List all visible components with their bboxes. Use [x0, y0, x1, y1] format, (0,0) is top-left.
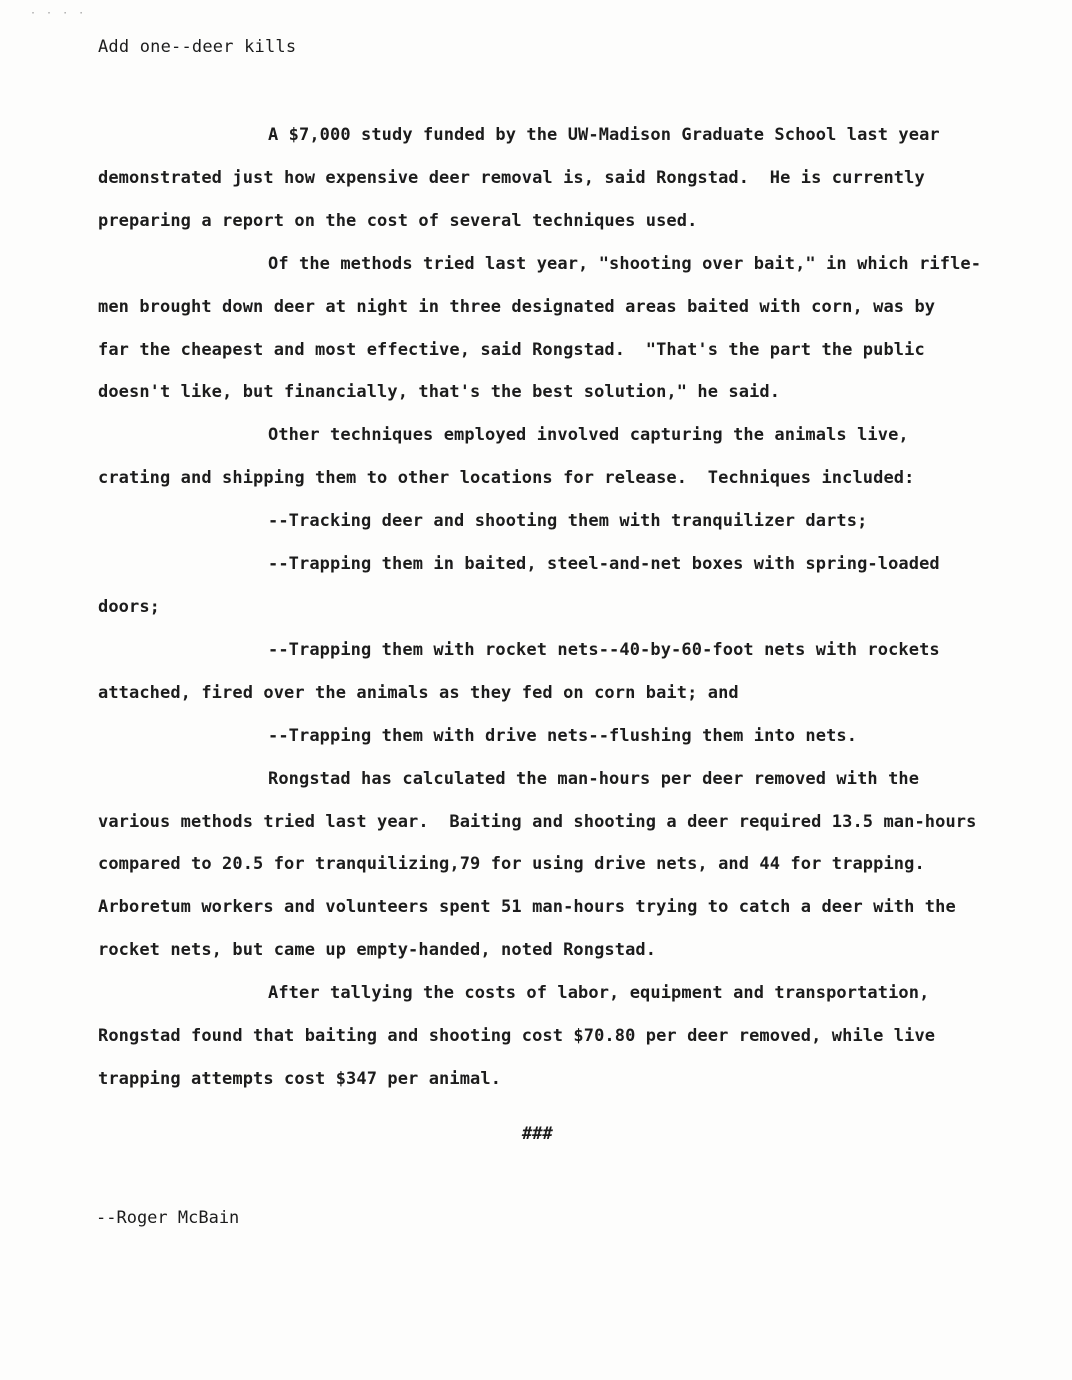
body-line: A $7,000 study funded by the UW-Madison Graduate School last year [268, 125, 940, 145]
body-line: far the cheapest and most effective, said Rongstad. "That's the part the public [98, 340, 925, 360]
body-line: After tallying the costs of labor, equipment and transportation, [268, 983, 930, 1003]
body-line: Other techniques employed involved capturing the animals live, [268, 425, 909, 445]
body-line: doesn't like, but financially, that's the best solution," he said. [98, 382, 781, 402]
body-line: --Trapping them in baited, steel-and-net boxes with spring-loaded [268, 554, 940, 574]
body-line: doors; [98, 597, 161, 617]
body-line: crating and shipping them to other locations for release. Techniques included: [98, 468, 915, 488]
byline: --Roger McBain [96, 1208, 240, 1228]
body-line: rocket nets, but came up empty-handed, noted Rongstad. [98, 940, 657, 960]
body-line: --Trapping them with drive nets--flushing them into nets. [268, 726, 858, 746]
body-line: various methods tried last year. Baiting and shooting a deer required 13.5 man-hours [98, 812, 977, 832]
body-line: compared to 20.5 for tranquilizing,79 for using drive nets, and 44 for trapping. [98, 854, 925, 874]
body-line: Of the methods tried last year, "shooting over bait," in which rifle- [268, 254, 982, 274]
body-line: attached, fired over the animals as they fed on corn bait; and [98, 683, 739, 703]
body-line: --Trapping them with rocket nets--40-by-60-foot nets with rockets [268, 640, 940, 660]
body-line: Rongstad has calculated the man-hours per deer removed with the [268, 769, 920, 789]
slug-line: Add one--deer kills [98, 37, 297, 57]
body-line: --Tracking deer and shooting them with tranquilizer darts; [268, 511, 868, 531]
body-line: men brought down deer at night in three designated areas baited with corn, was by [98, 297, 936, 317]
body-line: Rongstad found that baiting and shooting cost $70.80 per deer removed, while live [98, 1026, 936, 1046]
body-line: Arboretum workers and volunteers spent 51 man-hours trying to catch a deer with the [98, 897, 956, 917]
body-line: demonstrated just how expensive deer removal is, said Rongstad. He is currently [98, 168, 925, 188]
corner-marks: · · · · [30, 8, 87, 19]
body-line: trapping attempts cost $347 per animal. [98, 1069, 502, 1089]
body-line: preparing a report on the cost of several techniques used. [98, 211, 698, 231]
end-mark: ### [522, 1124, 553, 1144]
